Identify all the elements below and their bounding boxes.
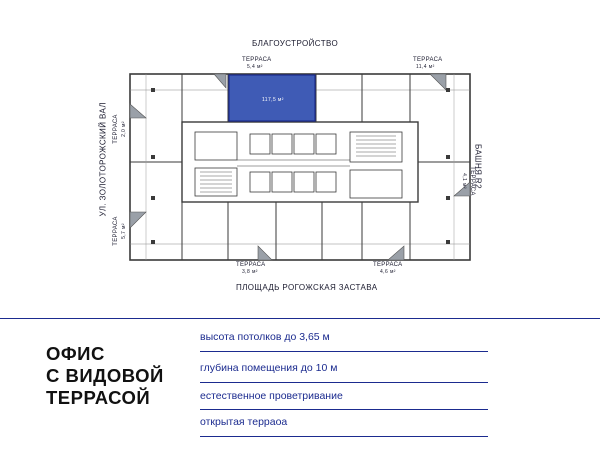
title-line-3: ТЕРРАСОЙ — [46, 387, 151, 408]
feature-ceiling-height: высота потолков до 3,65 м — [200, 331, 330, 343]
terrace-4-name: ТЕРРАСА — [469, 166, 475, 196]
terrace-7-name: ТЕРРАСА — [373, 262, 403, 268]
terrace-mark-left-lower — [130, 212, 146, 228]
terrace-mark-top-right — [430, 74, 446, 90]
office-area-label: 117,5 м² — [262, 97, 284, 103]
offer-title — [46, 343, 196, 409]
terrace-mark-bottom-left — [258, 246, 272, 260]
feature-ventilation: естественное проветривание — [200, 390, 343, 402]
title-line-1: ОФИС — [46, 343, 105, 364]
terrace-5-area: 5,7 м² — [121, 223, 127, 239]
terrace-2-area: 11,4 м² — [416, 64, 435, 70]
terrace-3-area: 2,0 м² — [121, 121, 127, 137]
terrace-mark-top-left — [214, 74, 226, 88]
section-divider — [0, 318, 600, 319]
bottom-street-label: ПЛОЩАДЬ РОГОЖСКАЯ ЗАСТАВА — [236, 283, 378, 292]
feature-divider — [200, 351, 488, 352]
terrace-3-name: ТЕРРАСА — [113, 114, 119, 144]
right-tower-label: БАШНЯ R2 — [473, 144, 483, 189]
left-street-label: УЛ. ЗОЛОТОРОЖСКИЙ ВАЛ — [98, 101, 108, 217]
terrace-5-name: ТЕРРАСА — [113, 216, 119, 246]
feature-divider — [200, 409, 488, 410]
feature-room-depth: глубина помещения до 10 м — [200, 362, 338, 374]
terrace-1-area: 5,4 м² — [247, 64, 263, 70]
title-line-2: С ВИДОВОЙ — [46, 365, 164, 386]
top-street-label: БЛАГОУСТРОЙСТВО — [252, 39, 339, 48]
terrace-mark-bottom-right — [388, 246, 404, 260]
terrace-mark-left-upper — [130, 104, 146, 118]
feature-open-terrace: открытая терраоа — [200, 416, 288, 428]
terrace-1-name: ТЕРРАСА — [242, 57, 272, 63]
terrace-7-area: 4,6 м² — [380, 269, 396, 275]
terrace-6-area: 3,8 м² — [242, 269, 258, 275]
feature-divider — [200, 382, 488, 383]
feature-divider — [200, 436, 488, 437]
terrace-6-name: ТЕРРАСА — [236, 262, 266, 268]
terrace-4-area: 4,1 м² — [461, 173, 467, 189]
terrace-2-name: ТЕРРАСА — [413, 57, 443, 63]
